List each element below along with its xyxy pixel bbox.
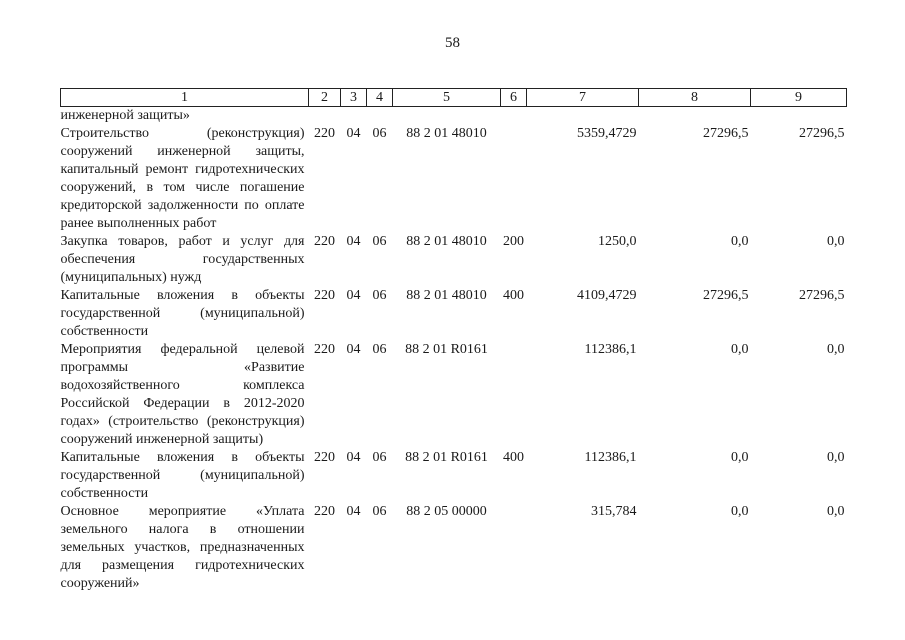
row-col-8: 0,0 [731,504,749,519]
row-col-9: 27296,5 [799,288,845,303]
row-col-8: 0,0 [731,234,749,249]
row-col-4: 06 [372,126,387,141]
row-col-3: 04 [346,450,361,465]
row-col-5: 88 2 05 00000 [406,504,487,519]
row-col-5: 88 2 01 R0161 [405,342,488,357]
header-col-3: 3 [341,89,367,107]
row-col-7: 315,784 [591,504,637,519]
row-col-5: 88 2 01 R0161 [405,450,488,465]
row-col-7: 5359,4729 [577,126,637,141]
row-col-2: 220 [314,504,335,519]
row-col-2: 220 [314,126,335,141]
row-name: Капитальные вложения в объекты государственной (муниципальной) собственности [60,288,305,339]
row-col-7: 1250,0 [598,234,637,249]
row-col-2: 220 [314,450,335,465]
row-col-4: 06 [372,234,387,249]
row-col-3: 04 [346,288,361,303]
table-row [61,287,847,341]
row-col-6 [501,125,527,233]
row-col-8: 27296,5 [703,288,749,303]
header-col-4: 4 [367,89,393,107]
row-col-4: 06 [372,450,387,465]
table-header-row [61,89,847,107]
row-col-7: 112386,1 [584,450,637,465]
row-col-9: 0,0 [827,504,845,519]
header-col-8: 8 [639,89,751,107]
row-name: Основное мероприятие «Уплата земельного налога в отношении земельных участков, предназначенных для размещения гидротехнических сооружений» [60,504,305,591]
row-col-3: 04 [346,504,361,519]
row-name: Мероприятия федеральной целевой программы «Развитие водохозяйственного комплекса Российской Федерации в 2012-2020 годах» (строительство (реконструкция) сооружений инженерной защиты) [60,342,305,447]
continuation-row [61,107,847,126]
row-col-7: 112386,1 [584,342,637,357]
table-row [61,125,847,233]
row-col-7: 4109,4729 [577,288,637,303]
table-row [61,449,847,503]
row-col-3: 04 [346,342,361,357]
table-row [61,341,847,449]
row-name: Капитальные вложения в объекты государственной (муниципальной) собственности [60,450,305,501]
row-col-4: 06 [372,342,387,357]
row-col-9: 27296,5 [799,126,845,141]
row-col-2: 220 [314,234,335,249]
row-col-3: 04 [346,234,361,249]
header-col-9: 9 [751,89,847,107]
row-col-6: 400 [503,288,524,303]
page-number: 58 [445,35,460,51]
row-name: Закупка товаров, работ и услуг для обеспечения государственных (муниципальных) нужд [60,234,305,285]
row-col-9: 0,0 [827,234,845,249]
row-col-2: 220 [314,288,335,303]
table-row [61,233,847,287]
row-col-5: 88 2 01 48010 [406,288,487,303]
row-col-6 [501,341,527,449]
row-col-5: 88 2 01 48010 [406,234,487,249]
header-col-7: 7 [527,89,639,107]
row-col-6: 400 [503,450,524,465]
row-col-4: 06 [372,504,387,519]
header-col-5: 5 [393,89,501,107]
row-col-5: 88 2 01 48010 [406,126,487,141]
budget-table [60,88,847,593]
row-col-3: 04 [346,126,361,141]
table-row [61,503,847,593]
header-col-6: 6 [501,89,527,107]
row-col-8: 0,0 [731,342,749,357]
row-col-8: 27296,5 [703,126,749,141]
row-col-6: 200 [503,234,524,249]
row-col-9: 0,0 [827,342,845,357]
row-col-6 [501,503,527,593]
header-col-1: 1 [61,89,309,107]
row-col-8: 0,0 [731,450,749,465]
continuation-text: инженерной защиты» [60,108,190,123]
row-col-9: 0,0 [827,450,845,465]
row-col-4: 06 [372,288,387,303]
header-col-2: 2 [309,89,341,107]
row-name: Строительство (реконструкция) сооружений инженерной защиты, капитальный ремонт гидротехнических сооружений, в том числе погашение кредиторской задолженности по оплате ранее выполненных работ [60,126,305,231]
row-col-2: 220 [314,342,335,357]
